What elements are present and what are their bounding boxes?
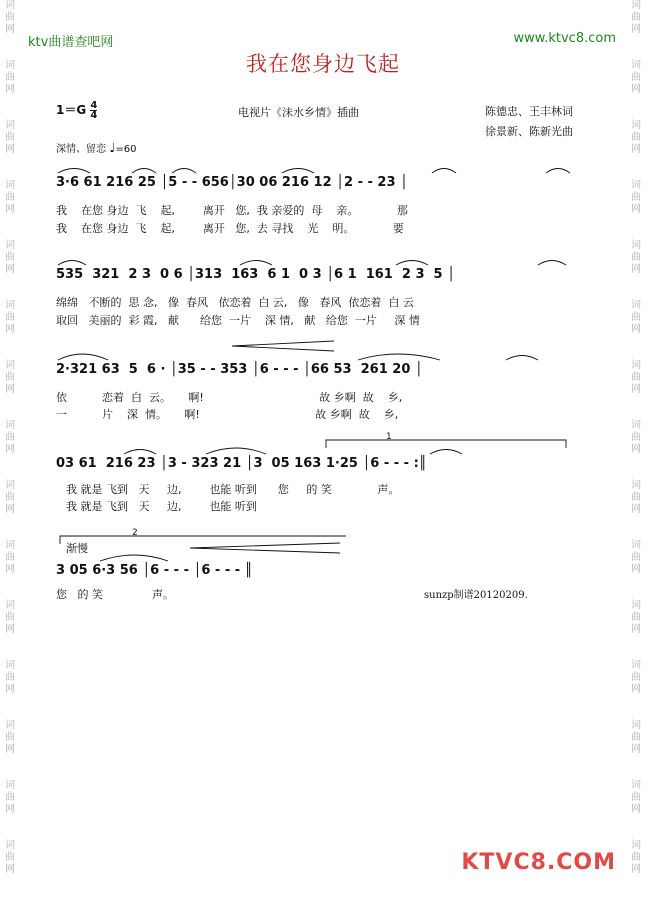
system-2-notes: 535 321 2 3 0 6 │313 163 6 1 0 3 │6 1 161 2 3 5 │ — [56, 267, 455, 282]
watermark-glyph: 曲 — [5, 612, 15, 623]
watermark-glyph: 网 — [5, 384, 15, 395]
watermark-glyph: 曲 — [5, 552, 15, 563]
slur — [100, 555, 168, 561]
transcriber-signature: sunzp制谱20120209. — [424, 590, 528, 601]
watermark-glyph: 词 — [631, 180, 641, 191]
watermark-glyph: 曲 — [5, 372, 15, 383]
song-title: 我在您身边飞起 — [246, 52, 400, 76]
watermark-glyph: 词 — [5, 540, 15, 551]
watermark-glyph: 曲 — [631, 312, 641, 323]
time-bottom: 4 — [90, 110, 98, 121]
system-4-lyrics-verse-1: 我 就是 飞到 天 边, 也能 听到 您 的 笑 声。 — [66, 483, 400, 496]
watermark-glyph: 曲 — [631, 432, 641, 443]
watermark-glyph: 网 — [631, 324, 641, 335]
watermark-glyph: 词 — [631, 240, 641, 251]
watermark-glyph: 网 — [631, 564, 641, 575]
quarter-note-icon: ♩ — [109, 141, 116, 156]
site-name-left[interactable]: ktv曲谱查吧网 — [28, 35, 114, 50]
system-3-notes: 2·321 63 5 6 · │35 - - 353 │6 - - - │66 53 261 20 │ — [56, 362, 423, 377]
watermark-glyph: 网 — [631, 204, 641, 215]
watermark-glyph: 词 — [631, 660, 641, 671]
slur — [506, 356, 538, 361]
watermark-glyph: 词 — [5, 120, 15, 131]
watermark-glyph: 词 — [5, 180, 15, 191]
footer-brand-logo: KTVC8.COM — [461, 850, 616, 875]
watermark-glyph: 网 — [5, 804, 15, 815]
watermark-glyph: 曲 — [631, 552, 641, 563]
slur — [358, 354, 440, 360]
tempo-change-mark: 渐慢 — [66, 542, 88, 555]
watermark-glyph: 曲 — [5, 12, 15, 23]
watermark-glyph: 曲 — [5, 492, 15, 503]
watermark-glyph: 网 — [631, 864, 641, 875]
watermark-glyph: 网 — [5, 84, 15, 95]
watermark-glyph: 曲 — [5, 852, 15, 863]
watermark-glyph: 曲 — [5, 132, 15, 143]
slur — [546, 169, 570, 174]
watermark-glyph: 词 — [5, 840, 15, 851]
composer-credit: 徐景新、陈新光曲 — [485, 125, 573, 138]
watermark-glyph: 网 — [631, 744, 641, 755]
watermark-glyph: 词 — [5, 300, 15, 311]
slur — [282, 169, 314, 174]
watermark-glyph: 词 — [631, 300, 641, 311]
watermark-glyph: 网 — [5, 144, 15, 155]
watermark-glyph: 网 — [5, 564, 15, 575]
watermark-glyph: 网 — [631, 384, 641, 395]
system-1-notes: 3·6 61 216 25 │5 - - 656│30 06 216 12 │2 - - 23 │ — [56, 175, 408, 190]
watermark-glyph: 词 — [5, 60, 15, 71]
system-4-lyrics-verse-2: 我 就是 飞到 天 边, 也能 听到 — [66, 500, 257, 513]
watermark-glyph: 曲 — [631, 192, 641, 203]
crescendo-hairpin — [232, 341, 334, 351]
watermark-glyph: 网 — [5, 504, 15, 515]
watermark-glyph: 词 — [631, 780, 641, 791]
key-label: 1＝G — [56, 103, 87, 117]
volta-1-label: 1 — [386, 432, 392, 442]
slur — [172, 169, 196, 174]
tempo-text: 深情、留恋 — [56, 144, 106, 155]
site-url-right[interactable]: www.ktvc8.com — [513, 31, 616, 46]
watermark-glyph: 词 — [631, 360, 641, 371]
watermark-glyph: 网 — [631, 264, 641, 275]
slur — [58, 169, 90, 174]
volta-2-bracket — [60, 536, 346, 544]
volta-1-bracket — [326, 440, 566, 448]
watermark-glyph: 曲 — [5, 672, 15, 683]
watermark-glyph: 网 — [5, 744, 15, 755]
watermark-glyph: 曲 — [631, 852, 641, 863]
watermark-glyph: 曲 — [631, 72, 641, 83]
system-1-lyrics-verse-2: 我 在您 身边 飞 起, 离开 您, 去 寻找 光 明。 要 — [56, 222, 404, 235]
watermark-glyph: 曲 — [631, 792, 641, 803]
system-1-lyrics-verse-1: 我 在您 身边 飞 起, 离开 您, 我 亲爱的 母 亲。 那 — [56, 204, 408, 217]
watermark-glyph: 网 — [5, 864, 15, 875]
watermark-glyph: 词 — [5, 360, 15, 371]
watermark-glyph: 词 — [631, 840, 641, 851]
watermark-glyph: 词 — [631, 420, 641, 431]
system-2-lyrics-verse-2: 取回 美丽的 彩 霞, 献 给您 一片 深 情, 献 给您 一片 深 情 — [56, 314, 420, 327]
system-2-lyrics-verse-1: 绵绵 不断的 思 念, 像 春风 依恋着 白 云, 像 春风 依恋着 白 云 — [56, 296, 414, 309]
slur — [124, 450, 156, 455]
system-3-lyrics-verse-1: 依 恋着 白 云。 啊! 故 乡啊 故 乡, — [56, 391, 403, 404]
watermark-glyph: 曲 — [631, 732, 641, 743]
watermark-glyph: 词 — [5, 420, 15, 431]
watermark-glyph: 曲 — [631, 252, 641, 263]
slur — [432, 169, 456, 174]
watermark-glyph: 曲 — [631, 492, 641, 503]
watermark-glyph: 曲 — [631, 672, 641, 683]
watermark-glyph: 曲 — [631, 132, 641, 143]
watermark-glyph: 网 — [5, 204, 15, 215]
watermark-glyph: 网 — [631, 804, 641, 815]
lyricist-credit: 陈德忠、王丰林词 — [485, 105, 573, 118]
slur — [430, 450, 462, 455]
system-4-notes: 03 61 216 23 │3 - 323 21 │3 05 163 1·25 │6 - - - :║ — [56, 456, 427, 471]
slur — [538, 261, 566, 266]
watermark-glyph: 曲 — [5, 192, 15, 203]
watermark-glyph: 网 — [631, 624, 641, 635]
system-5-lyrics-verse-1: 您 的 笑 声。 — [56, 588, 174, 601]
watermark-glyph: 曲 — [5, 312, 15, 323]
watermark-glyph: 网 — [5, 24, 15, 35]
watermark-glyph: 词 — [5, 480, 15, 491]
watermark-glyph: 曲 — [5, 732, 15, 743]
watermark-glyph: 词 — [631, 540, 641, 551]
watermark-glyph: 词 — [5, 660, 15, 671]
watermark-glyph: 词 — [5, 240, 15, 251]
system-3-lyrics-verse-2: 一 片 深 情。 啊! 故 乡啊 故 乡, — [56, 408, 399, 421]
watermark-glyph: 词 — [631, 720, 641, 731]
watermark-glyph: 词 — [631, 480, 641, 491]
watermark-glyph: 网 — [5, 684, 15, 695]
watermark-glyph: 曲 — [631, 372, 641, 383]
diminuendo-hairpin — [190, 543, 340, 553]
watermark-glyph: 网 — [631, 144, 641, 155]
watermark-glyph: 词 — [5, 720, 15, 731]
watermark-glyph: 曲 — [5, 72, 15, 83]
watermark-glyph: 曲 — [5, 432, 15, 443]
watermark-glyph: 网 — [631, 684, 641, 695]
system-5-notes: 3 05 6·3 56 │6 - - - │6 - - - ║ — [56, 563, 253, 578]
watermark-glyph: 网 — [5, 264, 15, 275]
watermark-glyph: 网 — [5, 444, 15, 455]
time-top: 4 — [90, 100, 98, 111]
watermark-glyph: 网 — [5, 624, 15, 635]
tempo-value: =60 — [115, 144, 137, 155]
slur — [58, 261, 86, 266]
watermark-glyph: 曲 — [631, 612, 641, 623]
watermark-glyph: 词 — [5, 600, 15, 611]
watermark-glyph: 曲 — [5, 252, 15, 263]
slur — [240, 261, 272, 266]
watermark-glyph: 词 — [631, 0, 641, 11]
watermark-glyph: 曲 — [5, 792, 15, 803]
slur — [58, 354, 108, 360]
watermark-glyph: 网 — [631, 84, 641, 95]
source-text: 电视片《沫水乡情》插曲 — [238, 106, 359, 119]
watermark-glyph: 网 — [631, 24, 641, 35]
watermark-glyph: 词 — [5, 780, 15, 791]
watermark-glyph: 词 — [5, 0, 15, 11]
watermark-glyph: 网 — [631, 444, 641, 455]
watermark-glyph: 词 — [631, 120, 641, 131]
watermark-glyph: 词 — [631, 60, 641, 71]
volta-2-label: 2 — [132, 528, 138, 538]
watermark-glyph: 网 — [631, 504, 641, 515]
slur — [132, 169, 156, 174]
slur — [396, 261, 428, 266]
watermark-glyph: 曲 — [631, 12, 641, 23]
watermark-glyph: 词 — [631, 600, 641, 611]
slur — [206, 448, 266, 454]
watermark-glyph: 网 — [5, 324, 15, 335]
